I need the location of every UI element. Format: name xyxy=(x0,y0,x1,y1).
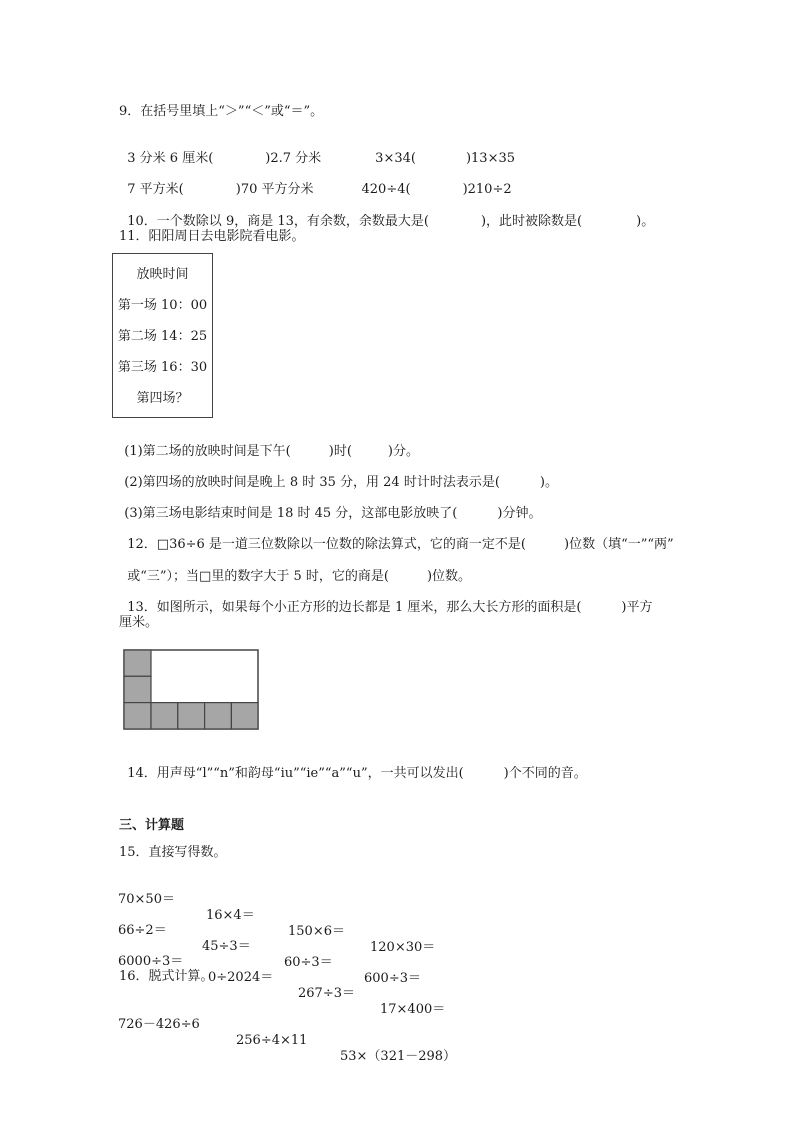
unit-square xyxy=(151,703,178,729)
schedule-row: 第一场 10：00 xyxy=(117,298,208,313)
q12-text-2a: 或“三”）；当□里的数字大于 5 时，它的商是( xyxy=(127,569,389,584)
q10-line xyxy=(119,198,654,230)
calc-item: 726－426÷6 xyxy=(118,1017,200,1032)
unit-square xyxy=(124,703,151,729)
unit-square xyxy=(124,676,151,702)
q10-text-2: )，此时被除数是( xyxy=(480,214,583,229)
calc-item: 600÷3＝ xyxy=(364,971,421,986)
q9-row2 xyxy=(119,166,512,198)
q9-r2-a-left: 7 平方米( xyxy=(127,182,184,197)
q13-line1 xyxy=(119,584,653,616)
schedule-row: 第四场？ xyxy=(136,391,189,406)
rectangle-grid-figure xyxy=(123,649,259,730)
unit-square xyxy=(178,703,205,729)
q9-r2-b-left: 420÷4( xyxy=(361,182,411,197)
q11-sub2 xyxy=(116,459,558,491)
q9-r1-a-right: )2.7 分米 xyxy=(265,151,322,166)
q11-sub1 xyxy=(116,428,419,460)
q14-line xyxy=(119,750,587,782)
q13-line2: 厘米。 xyxy=(119,615,159,630)
q11-sub1-text-b: )时( xyxy=(328,444,352,459)
q11-sub2-text-a: (2)第四场的放映时间是晚上 8 时 35 分，用 24 时计时法表示是( xyxy=(124,475,500,490)
q9-r1-a-left: 3 分米 6 厘米( xyxy=(127,151,214,166)
schedule-header: 放映时间 xyxy=(136,267,189,282)
calc-item: 267÷3＝ xyxy=(298,986,355,1001)
q9-r2-b-right: )210÷2 xyxy=(462,182,512,197)
calc-item: 120×30＝ xyxy=(370,940,436,955)
unit-square xyxy=(124,650,151,676)
section-title: 三、计算题 xyxy=(119,818,185,833)
calc-item: 256÷4×11 xyxy=(236,1033,308,1048)
q15-title: 15．直接写得数。 xyxy=(119,845,227,860)
calc-item: 150×6＝ xyxy=(288,924,345,939)
q11-sub3-text-a: (3)第三场电影结束时间是 18 时 45 分，这部电影放映了( xyxy=(124,506,458,521)
unit-square xyxy=(231,703,258,729)
q10-text-3: )。 xyxy=(636,214,655,229)
q11-sub1-text-a: (1)第二场的放映时间是下午( xyxy=(124,444,291,459)
schedule-box xyxy=(112,253,213,418)
q13-text-1b: )平方 xyxy=(621,600,653,615)
calc-item: 70×50＝ xyxy=(118,892,175,907)
q14-text-b: )个不同的音。 xyxy=(503,766,587,781)
q12-text-1b: )位数（填“一”“两” xyxy=(564,537,674,552)
calc-item: 66÷2＝ xyxy=(118,923,167,938)
q9-r1-b-left: 3×34( xyxy=(375,151,416,166)
q9-title: 9．在括号里填上“＞”“＜”或“＝”。 xyxy=(119,104,324,119)
q10-text-1: 10．一个数除以 9，商是 13，有余数，余数最大是( xyxy=(127,214,429,229)
calc-item: 60÷3＝ xyxy=(284,955,333,970)
q14-text-a: 14．用声母“l”“n”和韵母“iu”“ie”“a”“u”，一共可以发出( xyxy=(127,766,464,781)
calc-item: 17×400＝ xyxy=(380,1002,446,1017)
q9-r2-a-right: )70 平方分米 xyxy=(235,182,314,197)
q11-sub3-text-b: )分钟。 xyxy=(497,506,542,521)
q11-sub2-text-b: )。 xyxy=(539,475,558,490)
q11-title: 11．阳阳周日去电影院看电影。 xyxy=(119,229,305,244)
q16-title: 16．脱式计算。 xyxy=(119,969,214,984)
q11-sub3 xyxy=(116,490,541,522)
q12-line2 xyxy=(119,553,471,585)
q12-text-1a: 12．□36÷6 是一道三位数除以一位数的除法算式，它的商一定不是( xyxy=(127,537,527,552)
calc-item: 45÷3＝ xyxy=(202,939,251,954)
calc-item: 53×（321－298） xyxy=(340,1049,457,1064)
q11-sub1-text-c: )分。 xyxy=(387,444,419,459)
q13-text-1a: 13．如图所示，如果每个小正方形的边长都是 1 厘米，那么大长方形的面积是( xyxy=(127,600,582,615)
calc-item: 16×4＝ xyxy=(206,908,255,923)
q12-text-2b: )位数。 xyxy=(426,569,472,584)
schedule-row: 第二场 14：25 xyxy=(117,329,208,344)
q12-line1 xyxy=(119,521,674,553)
calc-item: 6000÷3＝ xyxy=(118,954,184,969)
unit-square xyxy=(205,703,232,729)
calc-item: 0÷2024＝ xyxy=(208,970,274,985)
q9-row1 xyxy=(119,135,515,167)
schedule-row: 第三场 16：30 xyxy=(117,360,208,375)
q9-r1-b-right: )13×35 xyxy=(465,151,516,166)
